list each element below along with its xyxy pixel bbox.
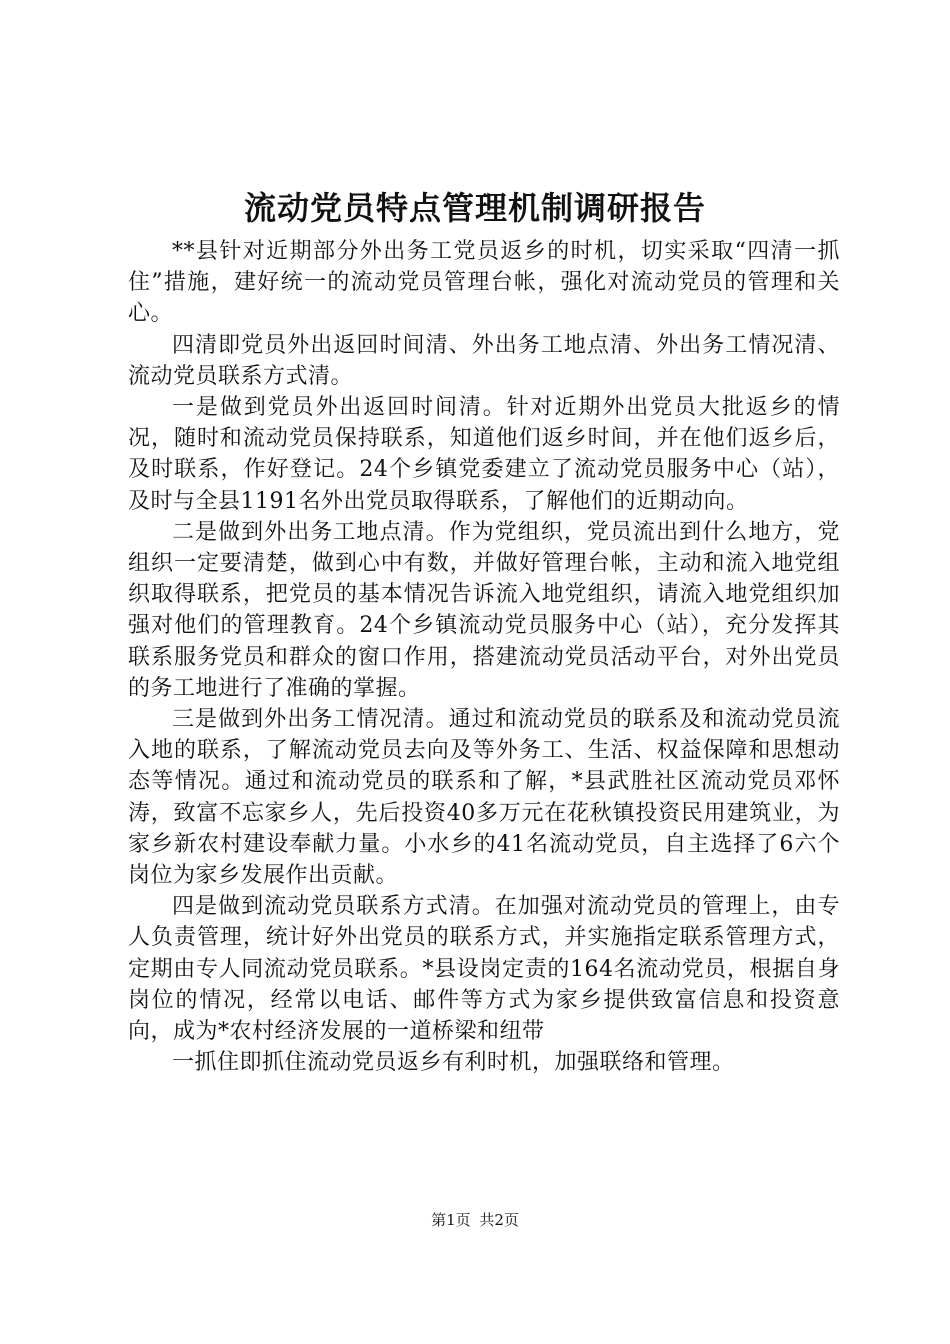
paragraph: 一抓住即抓住流动党员返乡有利时机，加强联络和管理。: [172, 1050, 735, 1076]
document-body: [128, 236, 840, 1078]
paragraph: 二是做到外出务工地点清。作为党组织，党员流出到什么地方，党组织一定要清楚，做到心中有数，并做好管理台帐，主动和流入地党组织取得联系，把党员的基本情况告诉流入地党组织，请流入地党组织加强对他们的管理教育。24个乡镇流动党员服务中心（站），充分发挥其联系服务党员和群众的窗口作用，搭建流动党员活动平台，对外出党员的务工地进行了准确的掌握。: [128, 519, 840, 701]
page-footer: [0, 1210, 950, 1230]
paragraph: 四是做到流动党员联系方式清。在加强对流动党员的管理上，由专人负责管理，统计好外出党员的联系方式，并实施指定联系管理方式，定期由专人同流动党员联系。*县设岗定责的164名流动党员，根据自身岗位的情况，经常以电话、邮件等方式为家乡提供致富信息和投资意向，成为*农村经济发展的一道桥梁和纽带: [128, 894, 840, 1045]
paragraph: 三是做到外出务工情况清。通过和流动党员的联系及和流动党员流入地的联系，了解流动党员去向及等外务工、生活、权益保障和思想动态等情况。通过和流动党员的联系和了解，*县武胜社区流动党员邓怀涛，致富不忘家乡人，先后投资40多万元在花秋镇投资民用建筑业，为家乡新农村建设奉献力量。小水乡的41名流动党员，自主选择了6六个岗位为家乡发展作出贡献。: [128, 707, 840, 889]
page-number: 第1页: [431, 1211, 471, 1229]
paragraph: 四清即党员外出返回时间清、外出务工地点清、外出务工情况清、流动党员联系方式清。: [128, 332, 840, 389]
paragraph: **县针对近期部分外出务工党员返乡的时机，切实采取“四清一抓住”措施，建好统一的流动党员管理台帐，强化对流动党员的管理和关心。: [128, 239, 840, 327]
paragraph: 一是做到党员外出返回时间清。针对近期外出党员大批返乡的情况，随时和流动党员保持联系，知道他们返乡时间，并在他们返乡后，及时联系，作好登记。24个乡镇党委建立了流动党员服务中心（站），及时与全县1191名外出党员取得联系，了解他们的近期动向。: [128, 395, 840, 514]
page-total: 共2页: [479, 1211, 519, 1229]
document-title: 流动党员特点管理机制调研报告: [243, 189, 706, 227]
